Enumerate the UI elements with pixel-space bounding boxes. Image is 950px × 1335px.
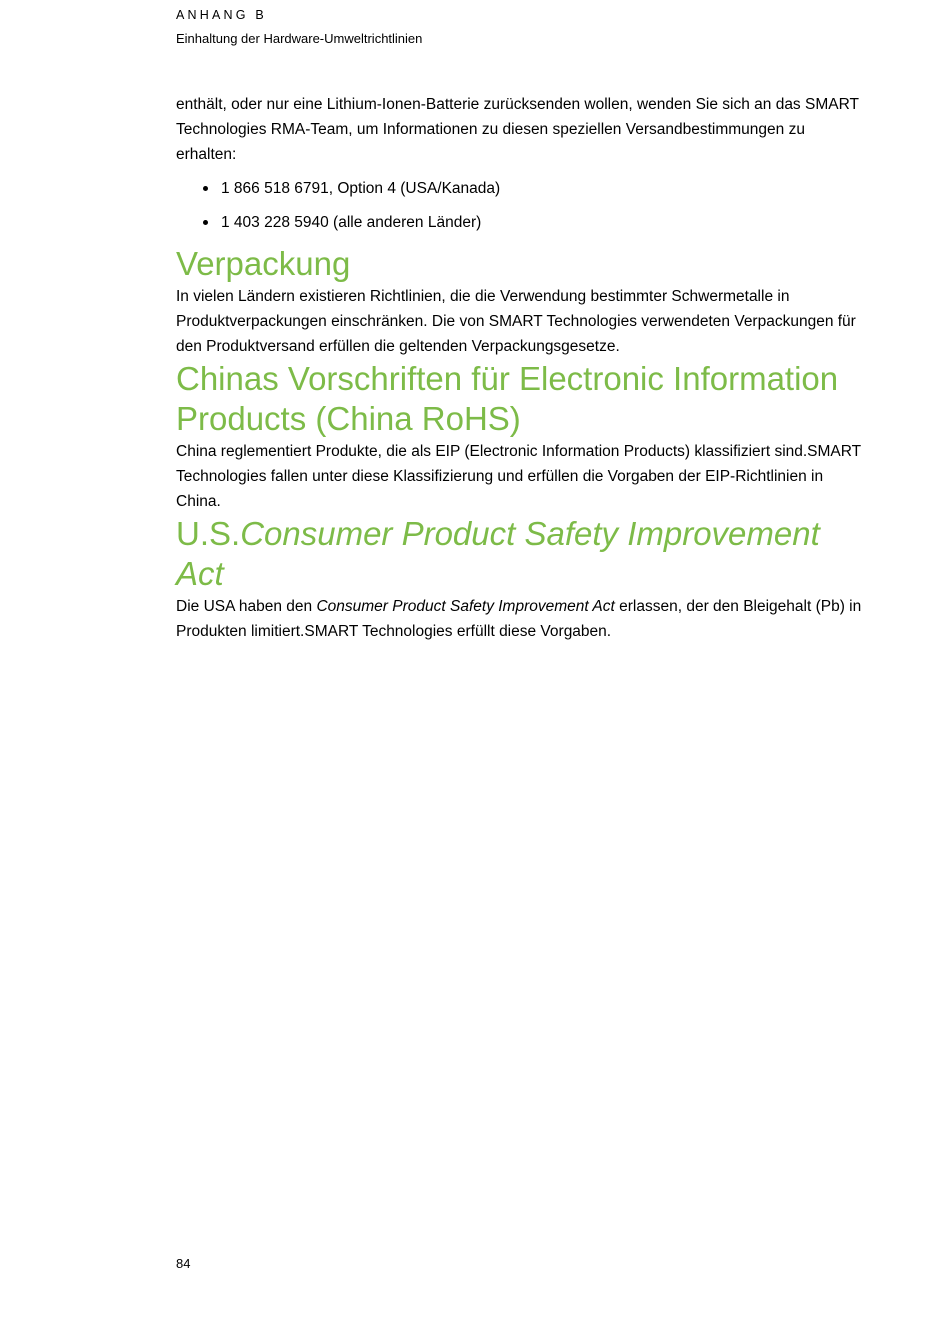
page-number: 84 [176, 1256, 191, 1271]
bullet-icon [203, 220, 208, 225]
cpsia-text-after: erlassen, der den Bleigehalt (Pb) in Produkten limitiert.SMART Technologies erfüllt diese Vorgaben. [176, 598, 862, 640]
page-content [176, 92, 866, 644]
packaging-paragraph: In vielen Ländern existieren Richtlinien, die die Verwendung bestimmter Schwermetalle in Produktverpackungen einschränken. Die von SMART Technologies verwendeten Verpackungen für den Produktversand erfüllen die geltenden Verpackungsgesetze. [176, 288, 856, 355]
contact-item [176, 210, 866, 235]
bullet-icon [203, 186, 208, 191]
china-rohs-heading: Chinas Vorschriften für Electronic Information Products (China RoHS) [176, 360, 839, 437]
contact-phone-other: 1 403 228 5940 (alle anderen Länder) [221, 214, 482, 231]
cpsia-heading-prefix: U.S. [176, 515, 241, 552]
contact-phone-usa: 1 866 518 6791, Option 4 (USA/Kanada) [221, 180, 501, 197]
cpsia-heading-act-name: Consumer Product Safety Improvement Act [176, 515, 820, 592]
china-rohs-paragraph: China reglementiert Produkte, die als EIP (Electronic Information Products) klassifiziert sind.SMART Technologies fallen unter diese Klassifizierung und erfüllen die Vorgaben der EIP-Richtlinien in China. [176, 443, 861, 510]
cpsia-heading [176, 514, 866, 594]
cpsia-text-before: Die USA haben den [176, 598, 317, 615]
packaging-heading: Verpackung [176, 245, 351, 282]
contact-item [176, 176, 866, 201]
cpsia-text-act-name: Consumer Product Safety Improvement Act [316, 598, 615, 615]
chapter-label: ANHANG B [176, 8, 267, 22]
chapter-subtitle: Einhaltung der Hardware-Umweltrichtlinien [176, 31, 423, 46]
contact-list [176, 176, 866, 235]
intro-paragraph: enthält, oder nur eine Lithium-Ionen-Batterie zurücksenden wollen, wenden Sie sich an das SMART Technologies RMA-Team, um Informationen zu diesen speziellen Versandbestimmungen zu erhalten: [176, 96, 859, 163]
cpsia-paragraph [176, 594, 866, 644]
